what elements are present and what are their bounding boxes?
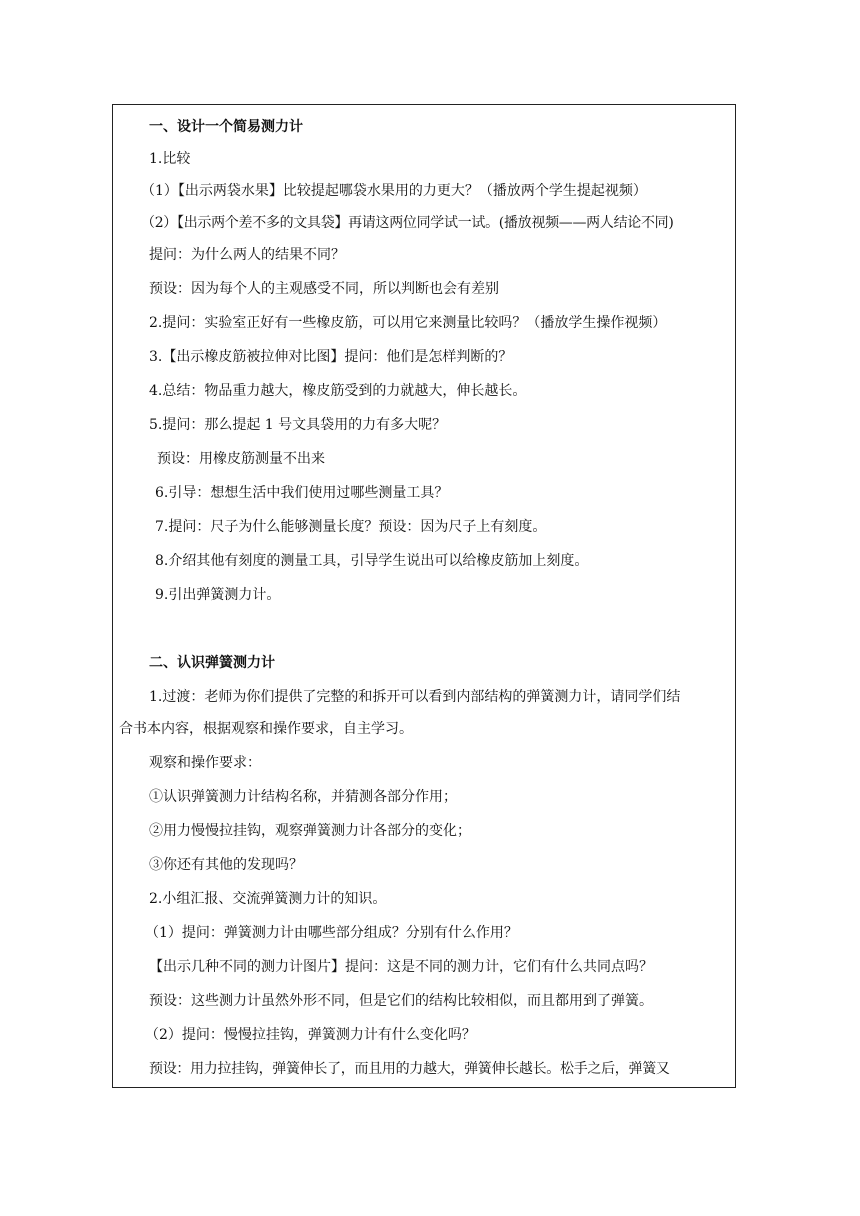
section-2-line: ②用力慢慢拉挂钩，观察弹簧测力计各部分的变化； <box>149 823 471 839</box>
section-2-line: ③你还有其他的发现吗？ <box>149 857 303 873</box>
section-2-line: 2.小组汇报、交流弹簧测力计的知识。 <box>149 891 387 907</box>
lesson-table-frame <box>112 104 736 1088</box>
section-1-line: （2）【出示两个差不多的文具袋】再请这两位同学试一试。(播放视频——两人结论不同) <box>141 215 674 231</box>
section-2-line: 观察和操作要求： <box>149 755 261 771</box>
section-2-line: 【出示几种不同的测力计图片】提问：这是不同的测力计，它们有什么共同点吗？ <box>149 959 653 975</box>
section-1-line: 5.提问：那么提起 1 号文具袋用的力有多大呢？ <box>149 417 447 433</box>
section-2-line: 预设：用力拉挂钩，弹簧伸长了，而且用的力越大，弹簧伸长越长。松手之后，弹簧又 <box>149 1061 670 1077</box>
section-1-line: 预设：因为每个人的主观感受不同，所以判断也会有差别 <box>149 281 499 297</box>
section-1-line: 3.【出示橡皮筋被拉伸对比图】提问：他们是怎样判断的？ <box>149 349 513 365</box>
section-2-line: 预设：这些测力计虽然外形不同，但是它们的结构比较相似，而且都用到了弹簧。 <box>149 993 653 1009</box>
section-2-line: 1.过渡：老师为你们提供了完整的和拆开可以看到内部结构的弹簧测力计，请同学们结 <box>149 689 681 705</box>
section-1-title: 一、设计一个简易测力计 <box>149 119 303 135</box>
section-1-line: 7.提问：尺子为什么能够测量长度？预设：因为尺子上有刻度。 <box>155 519 547 535</box>
section-2-line: （1）提问：弹簧测力计由哪些部分组成？分别有什么作用？ <box>145 925 518 941</box>
section-1-line: （1）【出示两袋水果】比较提起哪袋水果用的力更大？（播放两个学生提起视频） <box>141 183 647 199</box>
section-2-title: 二、认识弹簧测力计 <box>149 655 275 671</box>
section-1-line: 8.介绍其他有刻度的测量工具，引导学生说出可以给橡皮筋加上刻度。 <box>155 553 589 569</box>
section-1-line: 9.引出弹簧测力计。 <box>155 587 281 603</box>
section-2-line: ①认识弹簧测力计结构名称，并猜测各部分作用； <box>149 789 457 805</box>
section-1-line: 提问：为什么两人的结果不同？ <box>149 247 345 263</box>
section-1-line: 4.总结：物品重力越大，橡皮筋受到的力就越大，伸长越长。 <box>149 383 527 399</box>
section-1-line: 2.提问：实验室正好有一些橡皮筋，可以用它来测量比较吗？（播放学生操作视频） <box>149 315 667 331</box>
section-1-line: 预设：用橡皮筋测量不出来 <box>157 451 325 467</box>
section-1-line: 1.比较 <box>149 151 191 167</box>
section-2-line: 合书本内容，根据观察和操作要求，自主学习。 <box>119 721 413 737</box>
section-2-line: （2）提问：慢慢拉挂钩，弹簧测力计有什么变化吗？ <box>145 1027 476 1043</box>
section-1-line: 6.引导：想想生活中我们使用过哪些测量工具？ <box>155 485 449 501</box>
